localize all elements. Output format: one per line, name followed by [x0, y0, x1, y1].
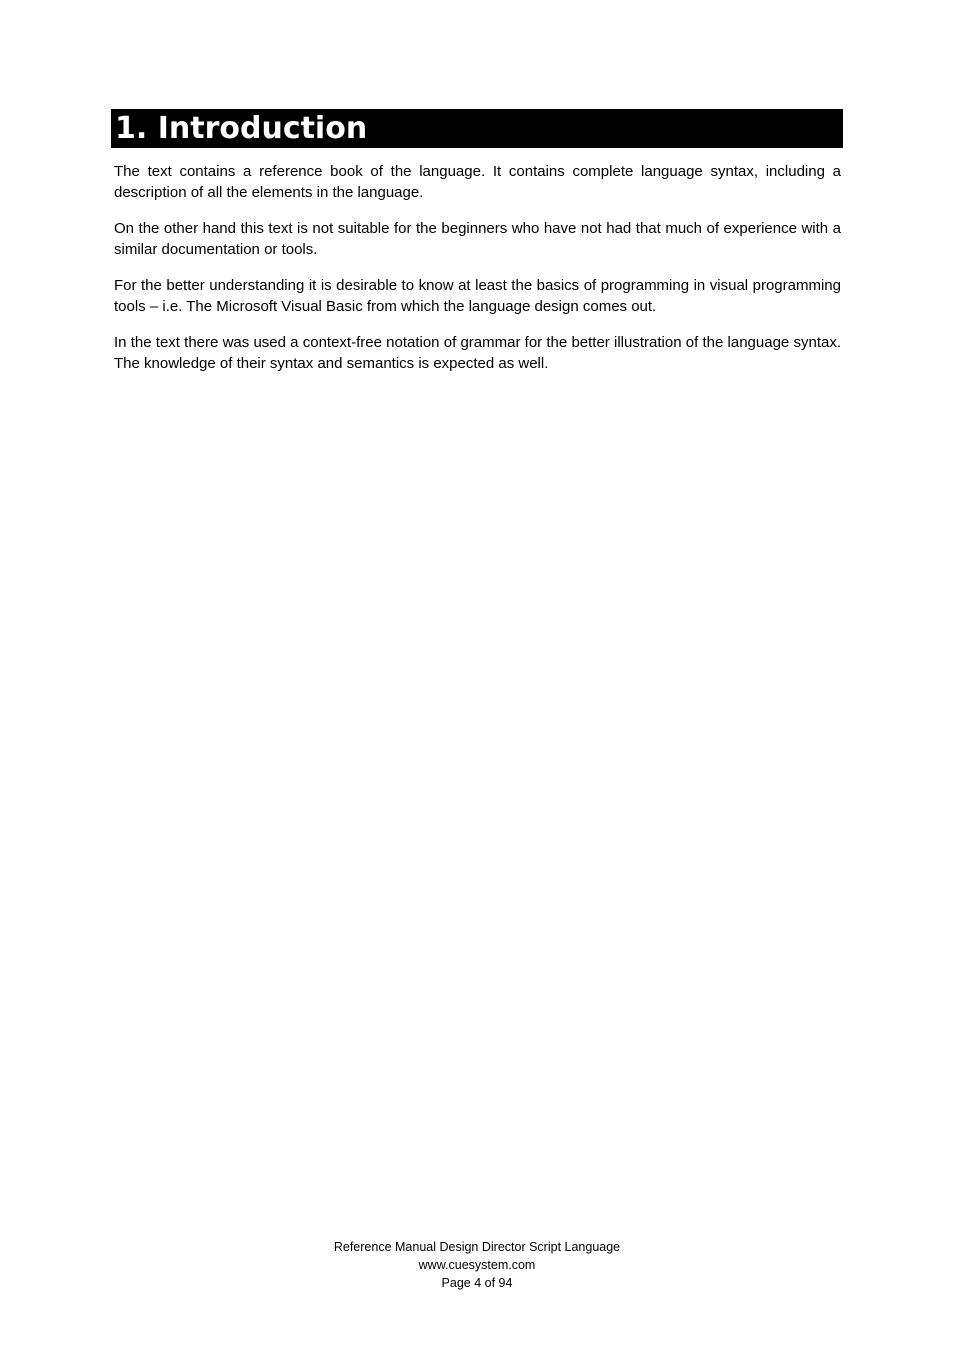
paragraph-1: The text contains a reference book of the language. It contains complete language syntax, including a description of all the elements in the language.	[114, 163, 841, 201]
paragraph-2: On the other hand this text is not suitable for the beginners who have not had that much of experience with a similar documentation or tools.	[114, 220, 841, 258]
footer-title: Reference Manual Design Director Script Language	[333, 1240, 621, 1254]
paragraph-3: For the better understanding it is desirable to know at least the basics of programming in visual programming tools – i.e. The Microsoft Visual Basic from which the language design comes out.	[114, 277, 841, 315]
body-text	[114, 162, 841, 390]
page-footer	[0, 1238, 954, 1292]
paragraph-4: In the text there was used a context-free notation of grammar for the better illustration of the language syntax. The knowledge of their syntax and semantics is expected as well.	[114, 334, 841, 372]
section-heading-bar	[111, 109, 843, 148]
footer-website: www.cuesystem.com	[418, 1258, 536, 1272]
section-title: 1. Introduction	[115, 111, 368, 146]
footer-page-number: Page 4 of 94	[441, 1276, 513, 1290]
